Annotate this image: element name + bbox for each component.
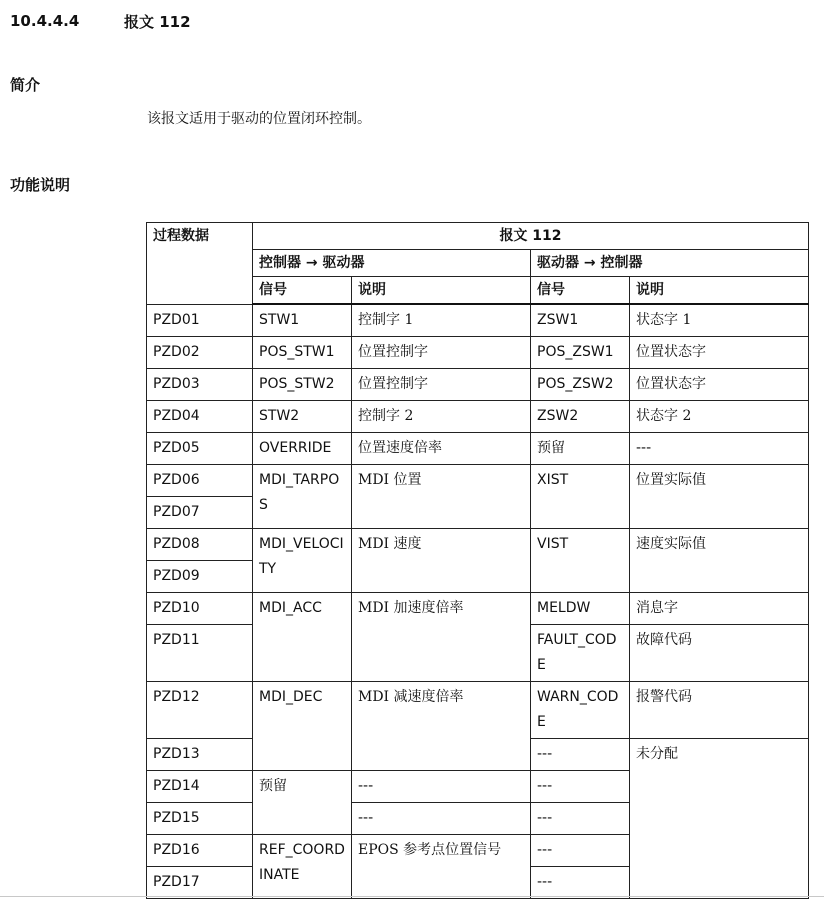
out-desc-cell: 控制字 2	[352, 401, 531, 433]
in-signal-cell: POS_ZSW2	[531, 369, 630, 401]
out-desc-cell: MDI 位置	[352, 465, 531, 529]
out-signal-cell: REF_COORDINATE	[253, 835, 352, 899]
in-desc-cell: 位置实际值	[630, 465, 809, 529]
in-signal-cell: XIST	[531, 465, 630, 529]
header-telegram: 报文 112	[253, 223, 809, 250]
pzd-cell: PZD01	[147, 304, 253, 337]
section-title: 报文 112	[124, 12, 191, 31]
table-row	[147, 369, 809, 401]
out-desc-cell: 位置速度倍率	[352, 433, 531, 465]
in-desc-cell: 状态字 2	[630, 401, 809, 433]
table-row	[147, 465, 809, 497]
out-desc-cell: MDI 减速度倍率	[352, 682, 531, 771]
in-signal-cell: 预留	[531, 433, 630, 465]
in-signal-cell: VIST	[531, 529, 630, 593]
page-bottom-divider	[0, 896, 824, 897]
out-signal-cell: MDI_ACC	[253, 593, 352, 682]
header-signal-out: 信号	[253, 277, 352, 305]
pzd-cell: PZD03	[147, 369, 253, 401]
out-desc-cell: MDI 加速度倍率	[352, 593, 531, 682]
out-signal-cell: STW2	[253, 401, 352, 433]
pzd-cell: PZD08	[147, 529, 253, 561]
out-desc-cell: MDI 速度	[352, 529, 531, 593]
in-signal-cell: ---	[531, 803, 630, 835]
out-signal-cell: MDI_DEC	[253, 682, 352, 771]
section-heading	[10, 8, 191, 34]
out-signal-cell: 预留	[253, 771, 352, 835]
pzd-cell: PZD07	[147, 497, 253, 529]
out-desc-cell: ---	[352, 803, 531, 835]
in-signal-cell: FAULT_CODE	[531, 625, 630, 682]
out-desc-cell: EPOS 参考点位置信号	[352, 835, 531, 899]
pzd-cell: PZD09	[147, 561, 253, 593]
out-signal-cell: MDI_TARPOS	[253, 465, 352, 529]
out-signal-cell: POS_STW1	[253, 337, 352, 369]
pzd-cell: PZD14	[147, 771, 253, 803]
pzd-cell: PZD02	[147, 337, 253, 369]
header-desc-out: 说明	[352, 277, 531, 305]
pzd-cell: PZD17	[147, 867, 253, 899]
in-desc-cell: 故障代码	[630, 625, 809, 682]
in-signal-cell: ---	[531, 771, 630, 803]
in-desc-cell: 位置状态字	[630, 369, 809, 401]
header-drive-to-ctrl: 驱动器 → 控制器	[531, 250, 809, 277]
function-heading: 功能说明	[10, 176, 71, 194]
telegram-table	[146, 222, 809, 899]
out-signal-cell: STW1	[253, 304, 352, 337]
in-desc-cell: 位置状态字	[630, 337, 809, 369]
out-desc-cell: ---	[352, 771, 531, 803]
intro-heading: 简介	[10, 76, 41, 94]
in-signal-cell: WARN_CODE	[531, 682, 630, 739]
table-row	[147, 682, 809, 739]
in-desc-cell: 速度实际值	[630, 529, 809, 593]
in-signal-cell: ---	[531, 867, 630, 899]
pzd-cell: PZD12	[147, 682, 253, 739]
pzd-cell: PZD05	[147, 433, 253, 465]
out-signal-cell: OVERRIDE	[253, 433, 352, 465]
out-desc-cell: 位置控制字	[352, 369, 531, 401]
in-desc-cell: ---	[630, 433, 809, 465]
pzd-cell: PZD10	[147, 593, 253, 625]
in-signal-cell: POS_ZSW1	[531, 337, 630, 369]
pzd-cell: PZD16	[147, 835, 253, 867]
table-row	[147, 337, 809, 369]
pzd-cell: PZD04	[147, 401, 253, 433]
in-signal-cell: ZSW2	[531, 401, 630, 433]
table-row	[147, 304, 809, 337]
in-signal-cell: MELDW	[531, 593, 630, 625]
pzd-cell: PZD06	[147, 465, 253, 497]
out-signal-cell: MDI_VELOCITY	[253, 529, 352, 593]
pzd-cell: PZD13	[147, 739, 253, 771]
header-process-data: 过程数据	[147, 223, 253, 305]
out-desc-cell: 控制字 1	[352, 304, 531, 337]
section-number: 10.4.4.4	[10, 12, 80, 30]
intro-text: 该报文适用于驱动的位置闭环控制。	[147, 111, 371, 127]
in-desc-cell: 报警代码	[630, 682, 809, 739]
in-desc-cell: 未分配	[630, 739, 809, 899]
out-desc-cell: 位置控制字	[352, 337, 531, 369]
header-desc-in: 说明	[630, 277, 809, 305]
table-row	[147, 433, 809, 465]
in-signal-cell: ---	[531, 835, 630, 867]
in-desc-cell: 状态字 1	[630, 304, 809, 337]
table-row	[147, 593, 809, 625]
out-signal-cell: POS_STW2	[253, 369, 352, 401]
in-signal-cell: ZSW1	[531, 304, 630, 337]
table-row	[147, 401, 809, 433]
pzd-cell: PZD11	[147, 625, 253, 682]
header-ctrl-to-drive: 控制器 → 驱动器	[253, 250, 531, 277]
pzd-cell: PZD15	[147, 803, 253, 835]
table-row	[147, 529, 809, 561]
header-signal-in: 信号	[531, 277, 630, 305]
in-signal-cell: ---	[531, 739, 630, 771]
in-desc-cell: 消息字	[630, 593, 809, 625]
